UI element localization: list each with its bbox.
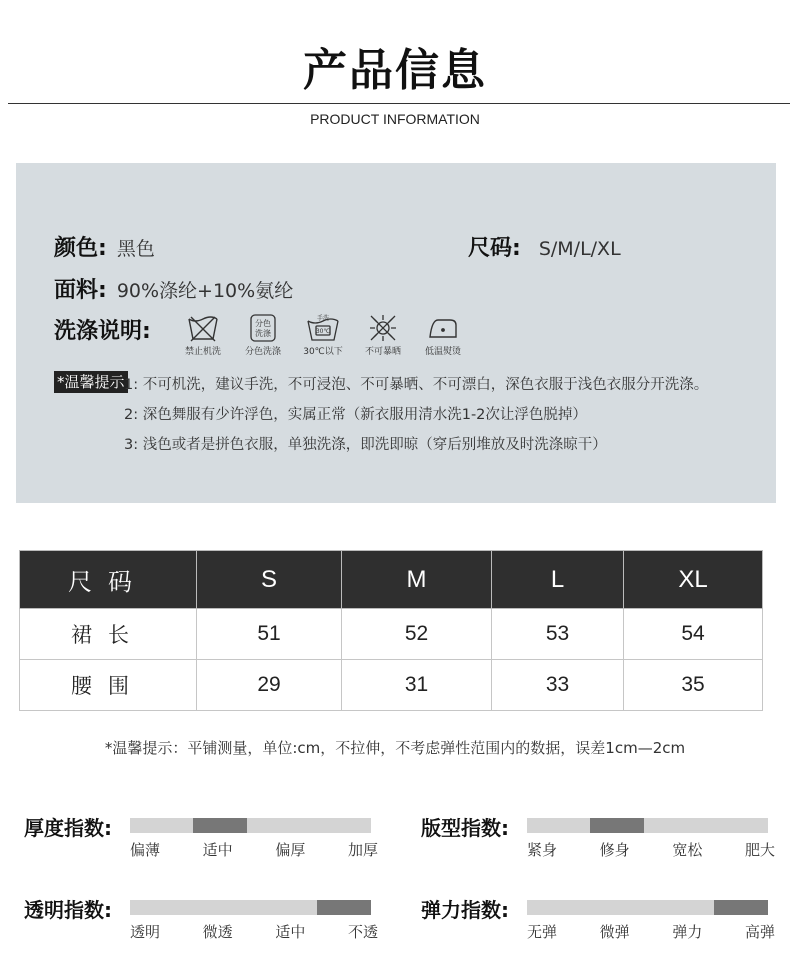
thickness-selected-segment	[193, 818, 247, 833]
color-row	[54, 231, 155, 262]
fabric-value: 90%涤纶+10%氨纶	[116, 280, 294, 302]
option-label: 适中	[275, 923, 306, 941]
option-label: 偏薄	[130, 841, 161, 859]
size-value: S/M/L/XL	[538, 238, 621, 260]
svg-text:分色: 分色	[255, 319, 271, 328]
svg-text:30℃: 30℃	[315, 328, 331, 335]
wash-icons	[178, 313, 468, 357]
option-label: 适中	[202, 841, 233, 859]
transparency-bar	[130, 900, 371, 915]
hand-wash-30-icon: 手洗 30℃ 30℃以下	[303, 315, 343, 357]
size-label: 尺码:	[468, 236, 521, 261]
fit-label: 版型指数:	[421, 816, 509, 840]
fabric-label: 面料:	[54, 278, 107, 303]
option-label: 无弹	[527, 923, 558, 941]
table-row	[20, 660, 763, 711]
color-value: 黑色	[116, 238, 155, 260]
color-label: 颜色:	[54, 236, 107, 261]
table-cell: 54	[624, 609, 763, 660]
title-divider	[8, 103, 790, 104]
header-cell: S	[197, 551, 342, 609]
svg-text:洗涤: 洗涤	[255, 329, 271, 338]
thickness-bar	[130, 818, 371, 833]
no-machine-wash-icon: 禁止机洗	[178, 313, 228, 357]
fit-bar	[527, 818, 768, 833]
tip-line-2: 2: 深色舞服有少许浮色，实属正常（新衣服用清水洗1-2次让浮色脱掉）	[124, 407, 587, 423]
table-cell: 53	[492, 609, 624, 660]
option-label: 肥大	[744, 841, 775, 859]
tip-line-1: 1: 不可机洗，建议手洗，不可浸泡、不可暴晒、不可漂白，深色衣服于浅色衣服分开洗涤。	[124, 377, 709, 393]
transparency-options	[130, 921, 378, 942]
option-label: 弹力	[672, 923, 703, 941]
wash-row	[54, 314, 151, 345]
option-label: 不透	[347, 923, 378, 941]
transparency-selected-segment	[317, 900, 371, 915]
fit-options	[527, 839, 775, 860]
option-label: 紧身	[527, 841, 558, 859]
measurement-note: *温馨提示：平铺测量，单位:cm，不拉伸，不考虑弹性范围内的数据，误差1cm—2cm	[104, 739, 686, 757]
table-cell: 29	[197, 660, 342, 711]
tip-line-3: 3: 浅色或者是拼色衣服，单独洗涤，即洗即晾（穿后别堆放及时洗涤晾干）	[124, 437, 607, 453]
table-cell: 33	[492, 660, 624, 711]
header-cell: M	[342, 551, 492, 609]
fit-selected-segment	[590, 818, 644, 833]
option-label: 修身	[599, 841, 630, 859]
table-cell: 51	[197, 609, 342, 660]
table-cell: 31	[342, 660, 492, 711]
option-label: 透明	[130, 923, 161, 941]
svg-text:手洗: 手洗	[316, 315, 330, 322]
thickness-options	[130, 839, 378, 860]
table-cell: 裙长	[20, 609, 197, 660]
elasticity-bar	[527, 900, 768, 915]
option-label: 宽松	[672, 841, 703, 859]
header-cell: 尺码	[20, 551, 197, 609]
option-label: 高弹	[744, 923, 775, 941]
tip-tag: *温馨提示	[54, 371, 128, 393]
elasticity-selected-segment	[714, 900, 768, 915]
table-cell: 52	[342, 609, 492, 660]
option-label: 偏厚	[275, 841, 306, 859]
low-temp-iron-icon: 低温熨烫	[418, 313, 468, 357]
option-label: 微透	[202, 923, 233, 941]
transparency-label: 透明指数:	[24, 898, 112, 922]
size-table	[19, 550, 763, 711]
size-row	[468, 231, 621, 262]
fabric-row	[54, 273, 293, 304]
product-info-panel	[16, 163, 776, 503]
elasticity-options	[527, 921, 775, 942]
page-subtitle: PRODUCT INFORMATION	[310, 111, 480, 127]
thickness-label: 厚度指数:	[24, 816, 112, 840]
header-cell: XL	[624, 551, 763, 609]
option-label: 加厚	[347, 841, 378, 859]
elasticity-label: 弹力指数:	[421, 898, 509, 922]
separate-wash-icon: 分色 洗涤 分色洗涤	[238, 313, 288, 357]
size-table-header	[20, 551, 763, 609]
header-cell: L	[492, 551, 624, 609]
no-sun-dry-icon: 不可暴晒	[358, 313, 408, 357]
wash-label: 洗涤说明:	[54, 319, 151, 344]
table-cell: 腰围	[20, 660, 197, 711]
table-cell: 35	[624, 660, 763, 711]
option-label: 微弹	[599, 923, 630, 941]
page-title: 产品信息	[303, 45, 487, 96]
table-row	[20, 609, 763, 660]
